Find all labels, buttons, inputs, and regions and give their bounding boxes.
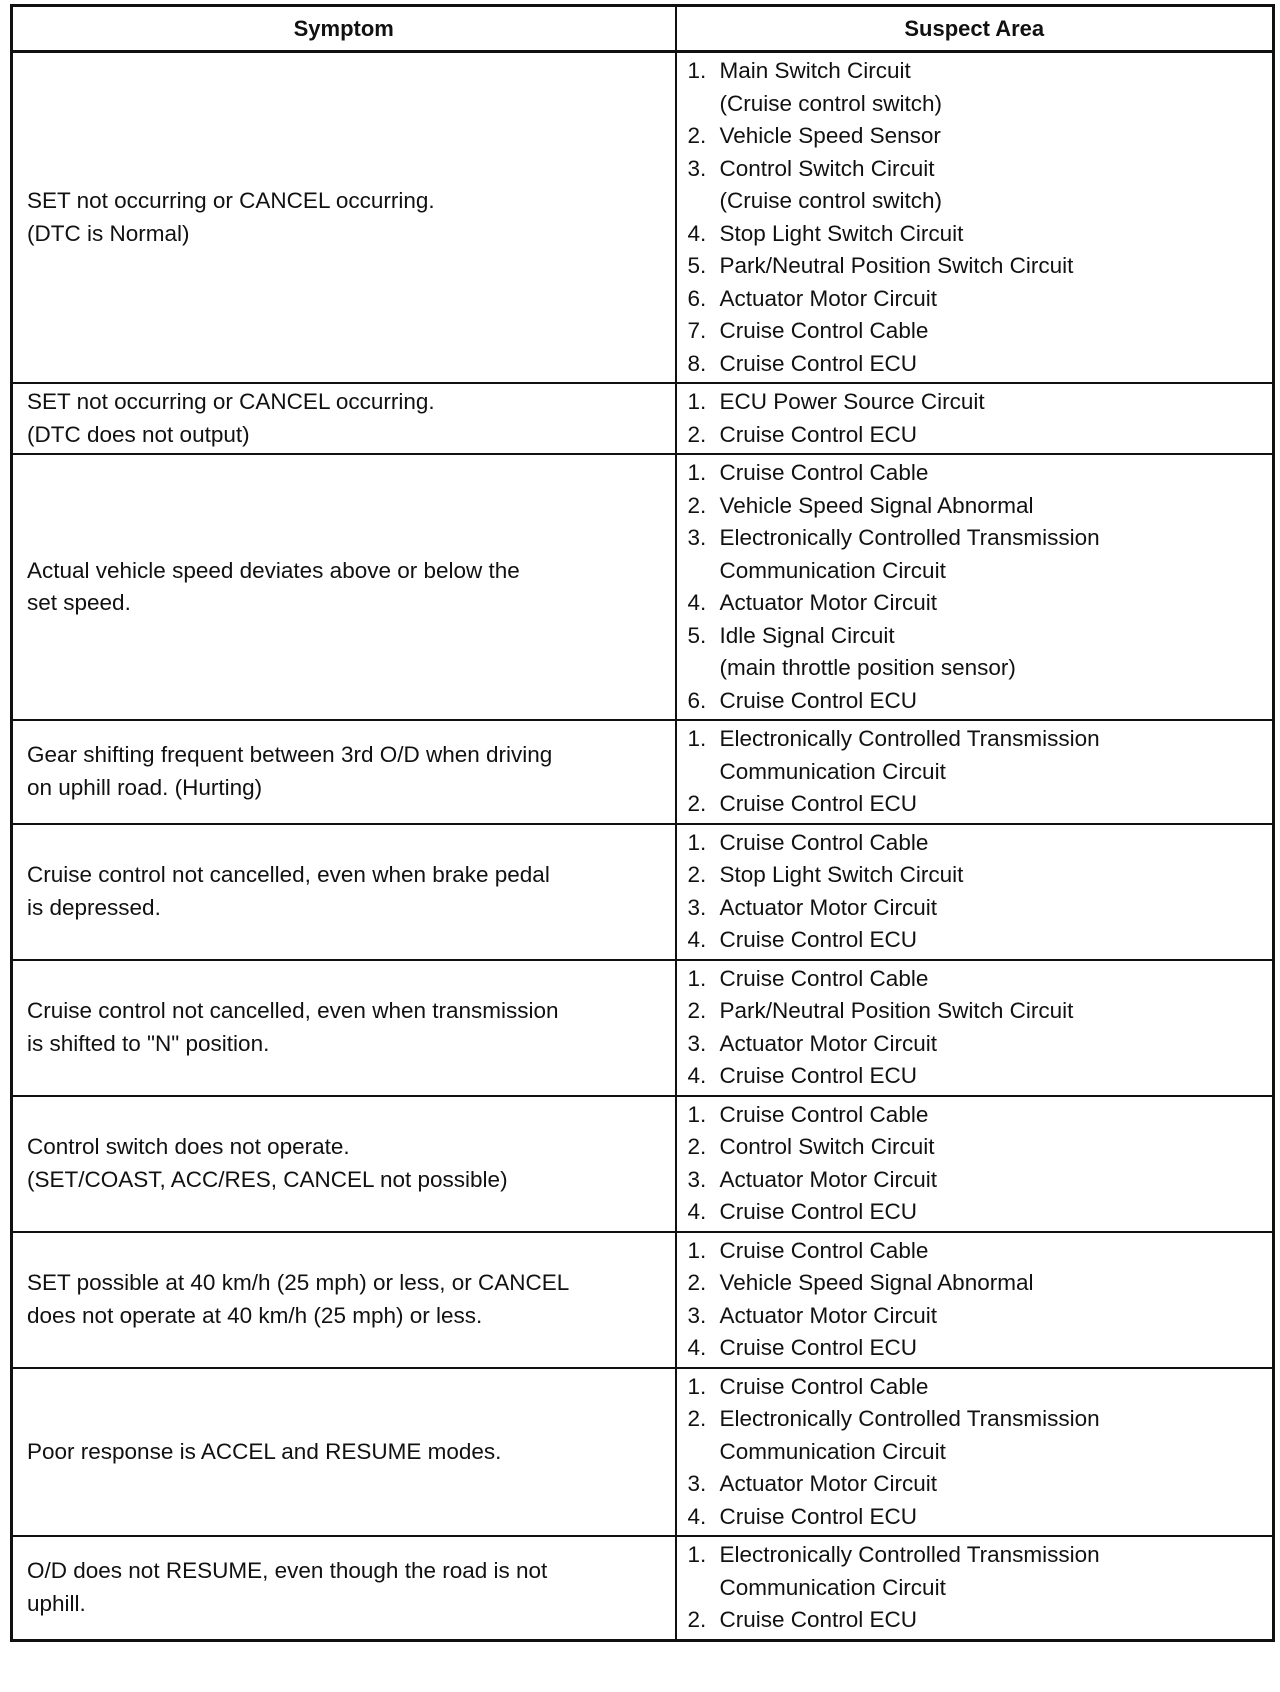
suspect-item-line: Cruise Control ECU: [719, 791, 918, 816]
suspect-item-line: Cruise Control ECU: [719, 927, 918, 952]
table-body: [12, 52, 1274, 1641]
suspect-item-number: 3.: [687, 894, 707, 920]
suspect-item-number: 3.: [687, 525, 707, 550]
suspect-item: [688, 1371, 1265, 1404]
symptom-cell: [12, 960, 676, 1096]
table-row: [12, 1096, 1274, 1232]
suspect-item-line: Cruise Control ECU: [719, 1199, 918, 1224]
suspect-item-number: 2.: [687, 492, 707, 518]
symptom-text: SET not occurring or CANCEL occurring.: [27, 188, 435, 213]
suspect-item-line: Cruise Control Cable: [719, 318, 929, 343]
suspect-item-number: 2.: [687, 791, 707, 816]
suspect-item-line: Communication Circuit: [719, 557, 946, 583]
symptom-cell: [12, 383, 676, 454]
symptom-text: O/D does not RESUME, even though the road is not: [27, 1558, 548, 1584]
suspect-item-number: 3.: [687, 1166, 707, 1192]
suspect-area-cell: [676, 52, 1274, 384]
suspect-item-text: [720, 892, 938, 925]
suspect-item-text: [720, 1164, 938, 1197]
suspect-item-number: 8.: [687, 350, 707, 376]
suspect-item-number: 3.: [687, 1030, 707, 1056]
suspect-item-text: [720, 250, 1074, 283]
suspect-item-line: Actuator Motor Circuit: [719, 1166, 938, 1192]
suspect-item: [688, 723, 1265, 788]
suspect-item-number: 3.: [687, 1471, 707, 1496]
suspect-item-number: 1.: [687, 1237, 707, 1263]
suspect-item-line: Actuator Motor Circuit: [719, 285, 938, 311]
table-row: [12, 960, 1274, 1096]
symptom-cell: [12, 52, 676, 384]
suspect-item-text: [720, 1300, 938, 1333]
suspect-item: [688, 1060, 1265, 1093]
suspect-item-line: Actuator Motor Circuit: [719, 590, 938, 615]
suspect-item-number: 1.: [687, 1542, 707, 1567]
symptom-text: Actual vehicle speed deviates above or below the: [27, 557, 520, 583]
suspect-item-number: 1.: [687, 726, 707, 751]
suspect-item-line: Control Switch Circuit: [719, 1134, 935, 1159]
suspect-item-number: 4.: [687, 927, 707, 952]
suspect-item-number: 1.: [687, 829, 707, 855]
suspect-item: [688, 1099, 1265, 1132]
suspect-item-line: Cruise Control Cable: [719, 829, 929, 855]
suspect-item: [688, 522, 1265, 587]
suspect-area-cell: [676, 383, 1274, 454]
suspect-item-line: Actuator Motor Circuit: [719, 1302, 938, 1328]
suspect-item-text: [720, 283, 938, 316]
suspect-item-line: Communication Circuit: [719, 758, 946, 784]
suspect-item-line: Stop Light Switch Circuit: [719, 220, 964, 246]
table-row: [12, 1232, 1274, 1368]
suspect-item-number: 6.: [687, 285, 707, 311]
suspect-area-cell: [676, 720, 1274, 824]
suspect-item-text: [720, 827, 929, 860]
suspect-item-line: Cruise Control Cable: [719, 965, 929, 991]
suspect-item: [688, 55, 1265, 120]
symptom-text: is shifted to "N" position.: [27, 1030, 270, 1056]
suspect-item-number: 1.: [687, 1373, 707, 1399]
suspect-item-text: [720, 1099, 929, 1132]
suspect-item-line: ECU Power Source Circuit: [719, 389, 985, 414]
suspect-item: [688, 1468, 1265, 1501]
suspect-item-line: Cruise Control ECU: [719, 1063, 918, 1088]
suspect-item: [688, 250, 1265, 283]
symptom-text: SET possible at 40 km/h (25 mph) or less, or CANCEL: [27, 1270, 570, 1295]
suspect-item-number: 5.: [687, 253, 707, 278]
symptom-cell: [12, 454, 676, 720]
suspect-item-line: Actuator Motor Circuit: [719, 1471, 938, 1496]
suspect-item: [688, 1539, 1265, 1604]
suspect-item-number: 4.: [687, 590, 707, 615]
suspect-item-number: 2.: [687, 1134, 707, 1159]
suspect-item-line: Cruise Control ECU: [719, 687, 918, 713]
suspect-item-text: [720, 1468, 938, 1501]
suspect-item-text: [720, 1403, 1100, 1468]
table-row: [12, 454, 1274, 720]
suspect-item-text: [720, 620, 1016, 685]
suspect-item-number: 4.: [687, 1199, 707, 1224]
suspect-item: [688, 788, 1265, 821]
suspect-item: [688, 685, 1265, 718]
suspect-item-text: [720, 859, 964, 892]
symptom-text: on uphill road. (Hurting): [27, 774, 263, 800]
suspect-item: [688, 386, 1265, 419]
suspect-item-text: [720, 587, 938, 620]
suspect-item: [688, 490, 1265, 523]
suspect-item-line: Stop Light Switch Circuit: [719, 862, 964, 887]
suspect-item: [688, 859, 1265, 892]
table-row: [12, 52, 1274, 384]
symptom-text: is depressed.: [27, 894, 161, 920]
symptom-header: Symptom: [12, 6, 676, 52]
suspect-item: [688, 457, 1265, 490]
suspect-item-text: [720, 1371, 929, 1404]
suspect-item-text: [720, 924, 918, 957]
suspect-item-number: 1.: [687, 389, 707, 414]
suspect-item-line: (Cruise control switch): [719, 188, 943, 213]
suspect-item-line: Electronically Controlled Transmission: [719, 525, 1100, 550]
suspect-item: [688, 419, 1265, 452]
symptom-cell: [12, 1096, 676, 1232]
suspect-item-text: [720, 490, 1034, 523]
symptom-text: set speed.: [27, 590, 131, 615]
suspect-item-line: Communication Circuit: [719, 1574, 946, 1600]
suspect-item-number: 4.: [687, 1335, 707, 1360]
suspect-item-text: [720, 1235, 929, 1268]
symptom-text: uphill.: [27, 1590, 86, 1616]
suspect-item: [688, 1267, 1265, 1300]
symptom-text: does not operate at 40 km/h (25 mph) or less.: [27, 1302, 483, 1328]
suspect-item-line: Park/Neutral Position Switch Circuit: [719, 253, 1074, 278]
suspect-item-line: Actuator Motor Circuit: [719, 1030, 938, 1056]
symptom-text: (DTC is Normal): [27, 220, 190, 246]
symptom-text: Poor response is ACCEL and RESUME modes.: [27, 1438, 502, 1464]
symptom-cell: [12, 1232, 676, 1368]
suspect-item-number: 2.: [687, 1607, 707, 1632]
suspect-item-text: [720, 1539, 1100, 1604]
suspect-item-text: [720, 348, 918, 381]
table-row: [12, 1536, 1274, 1640]
suspect-item-text: [720, 788, 918, 821]
suspect-item: [688, 924, 1265, 957]
suspect-item: [688, 153, 1265, 218]
suspect-item: [688, 1196, 1265, 1229]
suspect-item: [688, 1235, 1265, 1268]
suspect-item-text: [720, 120, 941, 153]
troubleshooting-table: [10, 4, 1275, 1642]
suspect-item-line: Cruise Control ECU: [719, 1335, 918, 1360]
suspect-item-line: Cruise Control Cable: [719, 1237, 929, 1263]
suspect-item-line: Cruise Control Cable: [719, 460, 929, 485]
suspect-item: [688, 827, 1265, 860]
symptom-text: (DTC does not output): [27, 421, 250, 447]
symptom-text: Gear shifting frequent between 3rd O/D when driving: [27, 742, 553, 768]
symptom-text: SET not occurring or CANCEL occurring.: [27, 389, 435, 414]
symptom-text: Control switch does not operate.: [27, 1134, 350, 1159]
suspect-item-text: [720, 1131, 935, 1164]
suspect-item-line: Vehicle Speed Sensor: [719, 123, 941, 148]
suspect-item-line: (Cruise control switch): [719, 90, 943, 116]
suspect-item-text: [720, 419, 918, 452]
suspect-item-text: [720, 522, 1100, 587]
suspect-item: [688, 1028, 1265, 1061]
suspect-item-text: [720, 218, 964, 251]
suspect-item-number: 2.: [687, 862, 707, 887]
suspect-item: [688, 892, 1265, 925]
suspect-item-number: 7.: [687, 318, 707, 343]
suspect-item: [688, 1300, 1265, 1333]
suspect-item-number: 2.: [687, 123, 707, 148]
suspect-item-line: Cruise Control ECU: [719, 421, 918, 447]
suspect-item-text: [720, 963, 929, 996]
suspect-item-number: 4.: [687, 1503, 707, 1529]
suspect-item-line: Main Switch Circuit: [719, 58, 911, 83]
suspect-item: [688, 1332, 1265, 1365]
suspect-item-number: 4.: [687, 1063, 707, 1088]
suspect-item-line: Park/Neutral Position Switch Circuit: [719, 998, 1074, 1023]
suspect-item-text: [720, 1196, 918, 1229]
suspect-item-line: Vehicle Speed Signal Abnormal: [719, 1270, 1034, 1295]
suspect-item-line: Cruise Control ECU: [719, 350, 918, 376]
suspect-item-text: [720, 1332, 918, 1365]
suspect-item-number: 2.: [687, 998, 707, 1023]
suspect-item-text: [720, 723, 1100, 788]
suspect-item-text: [720, 1060, 918, 1093]
suspect-item-number: 1.: [687, 1101, 707, 1127]
symptom-text: Cruise control not cancelled, even when transmission: [27, 998, 559, 1023]
suspect-item: [688, 995, 1265, 1028]
suspect-item-line: Electronically Controlled Transmission: [719, 726, 1100, 751]
symptom-text: (SET/COAST, ACC/RES, CANCEL not possible): [27, 1166, 508, 1192]
suspect-item-number: 2.: [687, 1270, 707, 1295]
suspect-area-cell: [676, 1368, 1274, 1537]
suspect-item-text: [720, 685, 918, 718]
suspect-item-number: 3.: [687, 155, 707, 181]
suspect-item-number: 3.: [687, 1302, 707, 1328]
suspect-item: [688, 1131, 1265, 1164]
suspect-area-cell: [676, 1096, 1274, 1232]
suspect-item-line: Electronically Controlled Transmission: [719, 1542, 1100, 1567]
suspect-item-number: 2.: [687, 1406, 707, 1431]
suspect-item-text: [720, 315, 929, 348]
suspect-item: [688, 348, 1265, 381]
suspect-item-line: Electronically Controlled Transmission: [719, 1406, 1100, 1431]
suspect-item: [688, 1604, 1265, 1637]
suspect-item-number: 1.: [687, 965, 707, 991]
symptom-cell: [12, 720, 676, 824]
suspect-item-number: 4.: [687, 220, 707, 246]
suspect-item-number: 5.: [687, 622, 707, 648]
table-row: [12, 824, 1274, 960]
suspect-item-line: Control Switch Circuit: [719, 155, 935, 181]
symptom-cell: [12, 824, 676, 960]
suspect-item-number: 1.: [687, 460, 707, 485]
suspect-item-text: [720, 995, 1074, 1028]
suspect-item-number: 2.: [687, 421, 707, 447]
suspect-area-cell: [676, 1536, 1274, 1640]
suspect-item-line: Idle Signal Circuit: [719, 622, 895, 648]
suspect-item-text: [720, 1267, 1034, 1300]
suspect-item-line: Cruise Control ECU: [719, 1607, 918, 1632]
suspect-item: [688, 587, 1265, 620]
suspect-area-header: Suspect Area: [676, 6, 1274, 52]
table-row: [12, 1368, 1274, 1537]
suspect-item-text: [720, 55, 943, 120]
suspect-item: [688, 283, 1265, 316]
suspect-item: [688, 120, 1265, 153]
suspect-area-cell: [676, 824, 1274, 960]
suspect-item-line: Actuator Motor Circuit: [719, 894, 938, 920]
suspect-item-line: (main throttle position sensor): [719, 655, 1016, 680]
suspect-area-cell: [676, 1232, 1274, 1368]
symptom-cell: [12, 1368, 676, 1537]
suspect-item-text: [720, 1028, 938, 1061]
suspect-item: [688, 218, 1265, 251]
suspect-item: [688, 315, 1265, 348]
symptom-text: Cruise control not cancelled, even when brake pedal: [27, 862, 550, 887]
suspect-item: [688, 620, 1265, 685]
suspect-item: [688, 1164, 1265, 1197]
suspect-area-cell: [676, 454, 1274, 720]
suspect-item: [688, 1403, 1265, 1468]
suspect-item-line: Cruise Control Cable: [719, 1101, 929, 1127]
suspect-area-cell: [676, 960, 1274, 1096]
suspect-item-text: [720, 1501, 918, 1534]
table-row: [12, 383, 1274, 454]
suspect-item-line: Vehicle Speed Signal Abnormal: [719, 492, 1034, 518]
suspect-item-number: 6.: [687, 687, 707, 713]
suspect-item-text: [720, 386, 985, 419]
suspect-item: [688, 1501, 1265, 1534]
header-row: [12, 6, 1274, 52]
suspect-item-number: 1.: [687, 58, 707, 83]
symptom-cell: [12, 1536, 676, 1640]
suspect-item-line: Communication Circuit: [719, 1438, 946, 1464]
suspect-item-text: [720, 1604, 918, 1637]
suspect-item-line: Cruise Control ECU: [719, 1503, 918, 1529]
suspect-item-text: [720, 153, 943, 218]
suspect-item: [688, 963, 1265, 996]
table-row: [12, 720, 1274, 824]
suspect-item-text: [720, 457, 929, 490]
suspect-item-line: Cruise Control Cable: [719, 1373, 929, 1399]
